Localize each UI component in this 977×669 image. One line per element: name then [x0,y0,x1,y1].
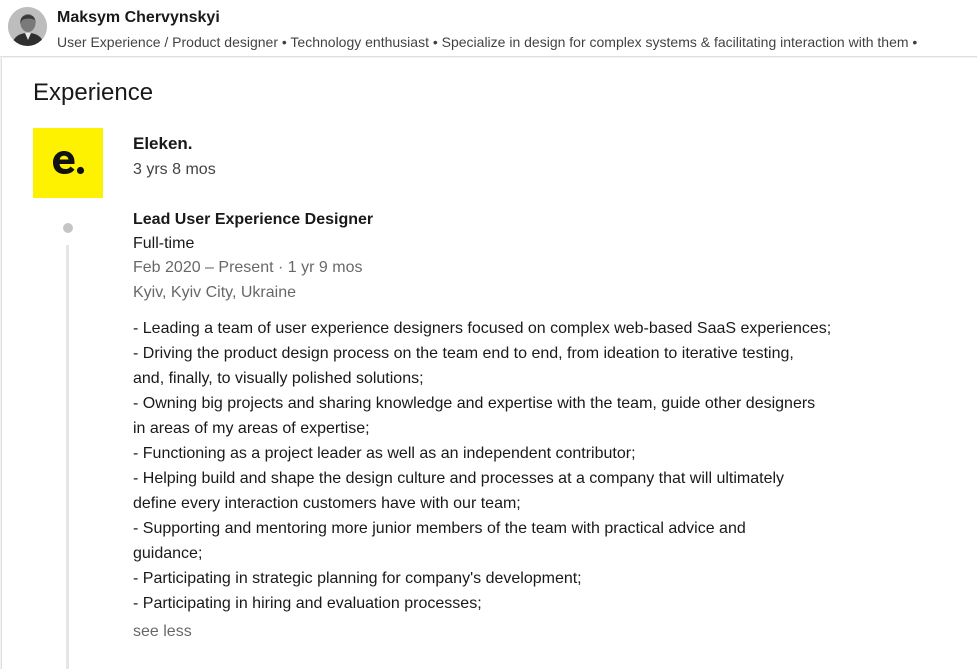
role-tenure: 1 yr 9 mos [287,259,363,276]
description-line: - Functioning as a project leader as well as an independent contributor; [133,445,636,462]
description-line: - Driving the product design process on the team end to end, from ideation to iterative testing, [133,345,794,362]
profile-avatar[interactable] [8,7,47,46]
description-line: guidance; [133,545,203,562]
profile-headline: User Experience / Product designer • Technology enthusiast • Specialize in design for complex systems & facilitating interaction with them • [57,34,918,50]
description-line: - Leading a team of user experience designers focused on complex web-based SaaS experiences; [133,320,832,337]
timeline-dot [63,223,73,233]
company-duration: 3 yrs 8 mos [133,161,216,178]
description-line: and, finally, to visually polished solutions; [133,370,424,387]
profile-name: Maksym Chervynskyi [57,9,220,26]
role-description [133,316,893,616]
role-title: Lead User Experience Designer [133,211,374,228]
role-date-range [133,259,362,277]
profile-sticky-header [0,0,977,57]
company-logo[interactable] [33,128,103,198]
description-line: in areas of my areas of expertise; [133,420,370,437]
description-line: - Helping build and shape the design culture and processes at a company that will ultimately [133,470,785,487]
see-less-button[interactable]: see less [133,623,192,640]
description-line: define every interaction customers have with our team; [133,495,521,512]
section-title: Experience [33,79,154,106]
description-line: - Participating in hiring and evaluation processes; [133,595,482,612]
experience-section [1,58,977,669]
description-line: - Owning big projects and sharing knowledge and expertise with the team, guide other designers [133,395,816,412]
timeline-line [66,245,69,669]
company-name[interactable]: Eleken. [133,134,193,153]
role-dates: Feb 2020 – Present [133,259,274,276]
description-line: - Supporting and mentoring more junior members of the team with practical advice and [133,520,746,537]
eleken-logo-icon [33,128,103,198]
description-line: - Participating in strategic planning for company's development; [133,570,582,587]
employment-type: Full-time [133,235,195,252]
profile-photo-icon [8,7,47,46]
date-separator: · [278,259,284,276]
role-location: Kyiv, Kyiv City, Ukraine [133,284,296,301]
